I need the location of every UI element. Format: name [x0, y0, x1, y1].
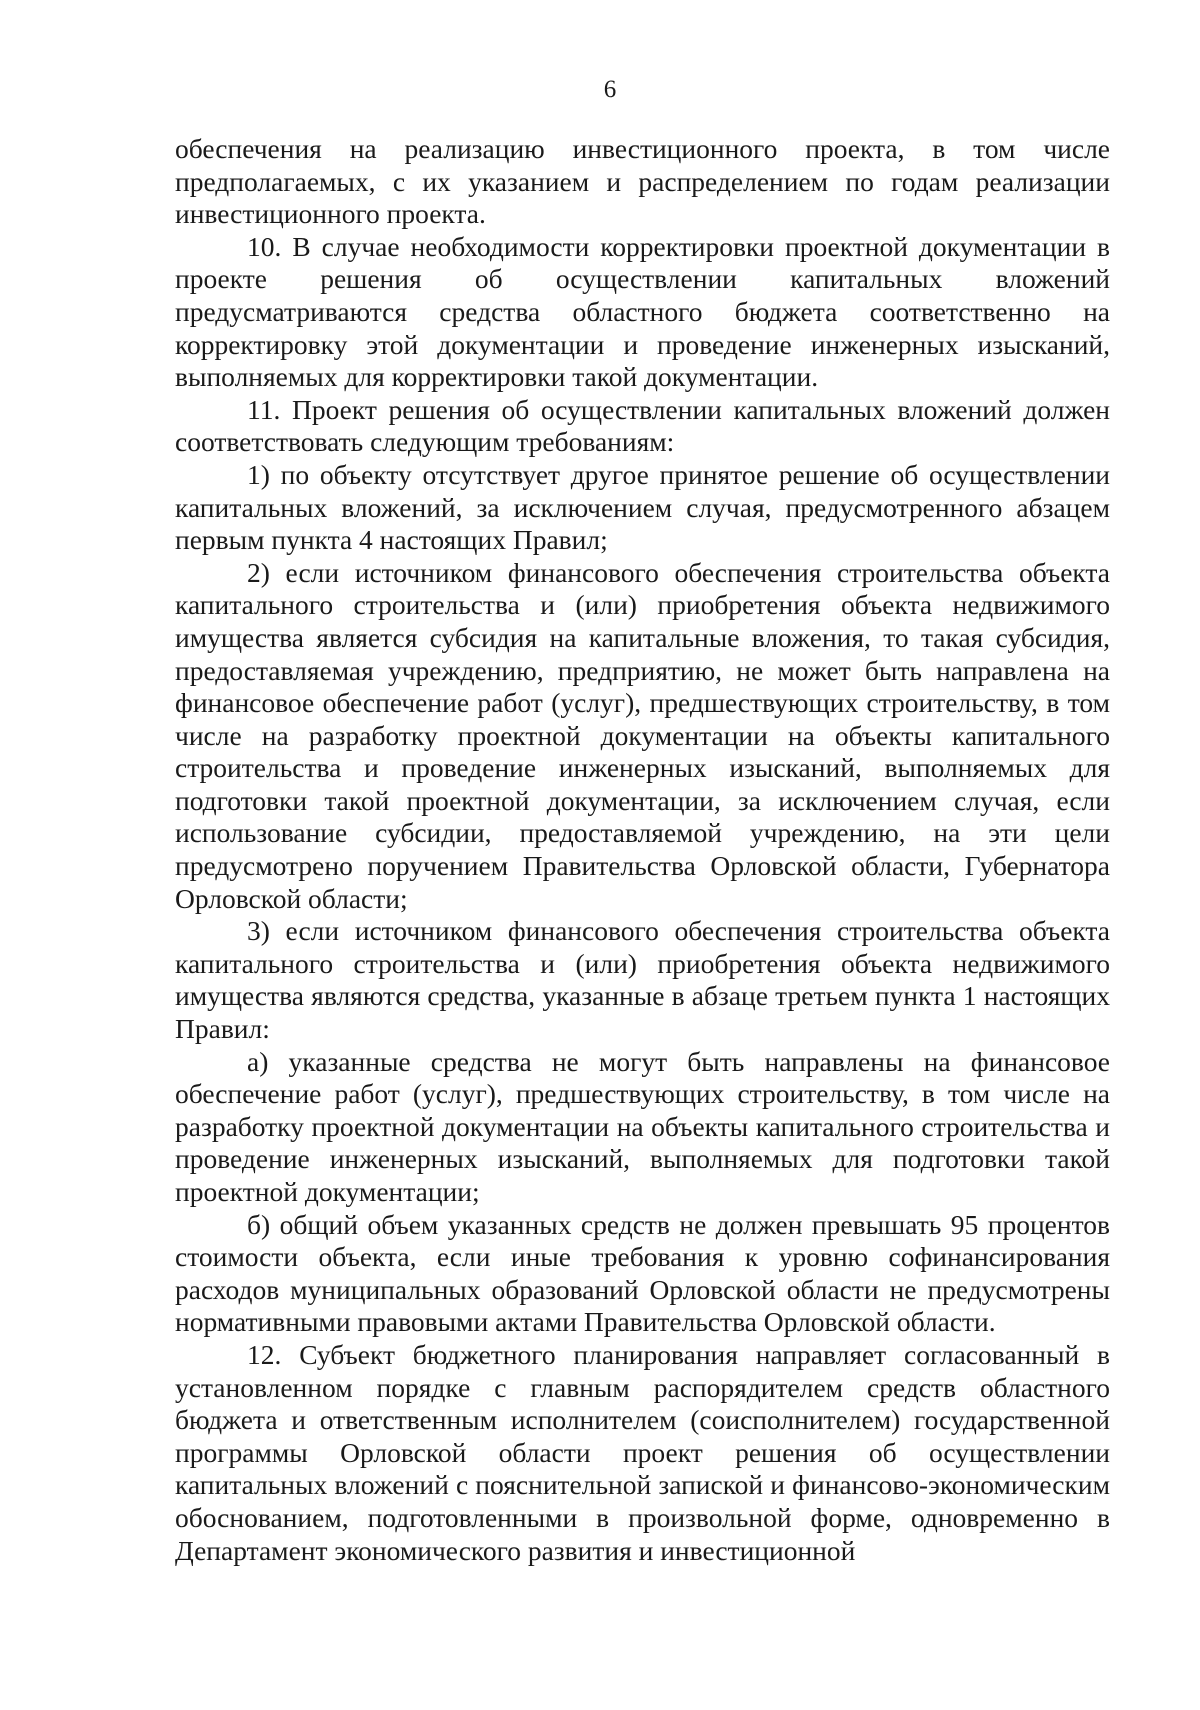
page-number: 6: [603, 76, 617, 103]
document-body: [175, 133, 1110, 1567]
paragraph-continuation: обеспечения на реализацию инвестиционного проекта, в том числе предполагаемых, с их указанием и распределением по годам реализации инвестиционного проекта.: [175, 133, 1110, 230]
paragraph-item-11: 11. Проект решения об осуществлении капитальных вложений должен соответствовать следующим требованиям:: [175, 393, 1110, 458]
paragraph-item-10: 10. В случае необходимости корректировки проектной документации в проекте решения об осуществлении капитальных вложений предусматриваются средства областного бюджета соответственно на корректировку этой документации и проведение инженерных изысканий, выполняемых для корректировки такой документации.: [175, 230, 1110, 393]
paragraph-subitem-2: 2) если источником финансового обеспечения строительства объекта капитального строительства и (или) приобретения объекта недвижимого имущества является субсидия на капитальные вложения, то такая субсидия, предоставляемая учреждению, предприятию, не может быть направлена на финансовое обеспечение работ (услуг), предшествующих строительству, в том числе на разработку проектной документации на объекты капитального строительства и проведение инженерных изысканий, выполняемых для подготовки такой проектной документации, за исключением случая, если использование субсидии, предоставляемой учреждению, на эти цели предусмотрено поручением Правительства Орловской области, Губернатора Орловской области;: [175, 556, 1110, 914]
paragraph-subitem-1: 1) по объекту отсутствует другое принятое решение об осуществлении капитальных вложений, за исключением случая, предусмотренного абзацем первым пункта 4 настоящих Правил;: [175, 458, 1110, 556]
paragraph-subitem-3: 3) если источником финансового обеспечения строительства объекта капитального строительства и (или) приобретения объекта недвижимого имущества являются средства, указанные в абзаце третьем пункта 1 настоящих Правил:: [175, 915, 1110, 1045]
paragraph-item-12: 12. Субъект бюджетного планирования направляет согласованный в установленном порядке с главным распорядителем средств областного бюджета и ответственным исполнителем (соисполнителем) государственной программы Орловской области проект решения об осуществлении капитальных вложений с пояснительной запиской и финансово-экономическим обоснованием, подготовленными в произвольной форме, одновременно в Департамент экономического развития и инвестиционной: [175, 1338, 1110, 1566]
paragraph-subitem-a: а) указанные средства не могут быть направлены на финансовое обеспечение работ (услуг), предшествующих строительству, в том числе на разработку проектной документации на объекты капитального строительства и проведение инженерных изысканий, выполняемых для подготовки такой проектной документации;: [175, 1045, 1110, 1207]
paragraph-subitem-b: б) общий объем указанных средств не должен превышать 95 процентов стоимости объекта, если иные требования к уровню софинансирования расходов муниципальных образований Орловской области не предусмотрены нормативными правовыми актами Правительства Орловской области.: [175, 1208, 1110, 1338]
